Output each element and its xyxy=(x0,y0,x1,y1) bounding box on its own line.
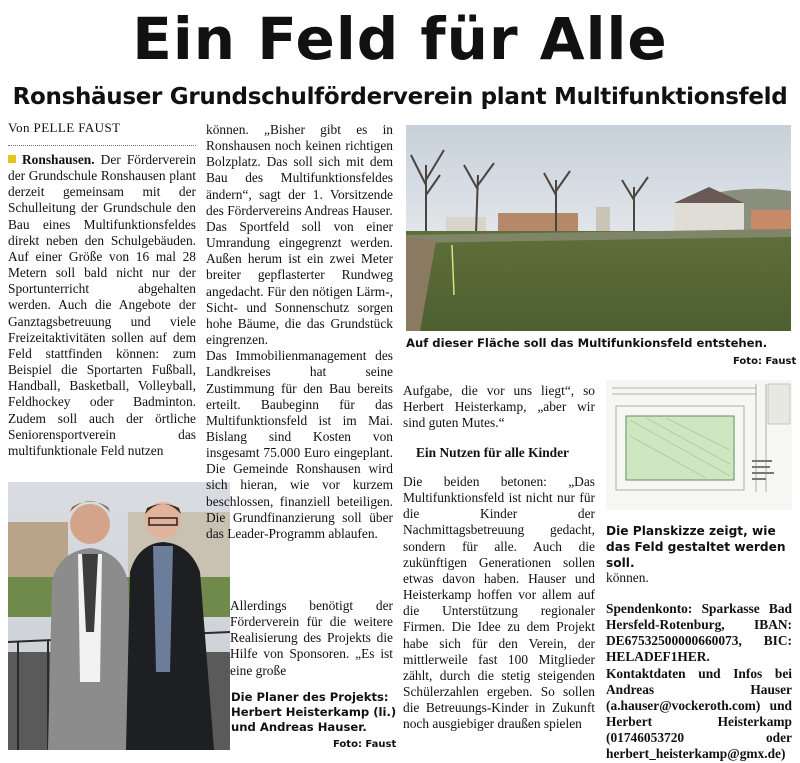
headline: Ein Feld für Alle xyxy=(132,5,668,73)
col3-p1: Aufgabe, die vor uns liegt“, so Herbert Heisterkamp, „aber wir sind guten Mutes.“ xyxy=(403,383,595,431)
column-1 xyxy=(8,152,196,459)
field-photo-caption: Auf dieser Fläche soll das Multifunkionsfeld entstehen. xyxy=(406,336,768,350)
column-3 xyxy=(403,383,595,431)
field-photo xyxy=(406,125,791,331)
lead-place: Ronshausen. xyxy=(22,152,95,167)
people-photo-caption: Die Planer des Projekts: Herbert Heisterkamp (li.) und Andreas Hauser. xyxy=(231,690,397,734)
column-4 xyxy=(606,570,792,586)
column-3-body xyxy=(403,474,595,733)
donation-text: Spendenkonto: Sparkasse Bad Hersfeld-Rotenburg, IBAN: DE67532500000660073, BIC: HELADEF1HER. Kontaktdaten und Infos bei Andreas Hauser (a.hauser@vockeroth.com) und Herbert Heisterkamp (01746053720 oder herbert_heisterkamp@gmx.de) xyxy=(606,601,792,762)
byline: Von PELLE FAUST xyxy=(8,120,121,135)
col2-p3: Das Immobilienmanagement des Landkreises hat seine Zustimmung für den Bau bereits erteilt. Baubeginn für das Multifunktionsfeld ist im Mai. Bislang sind Kosten von insgesamt 75.000 Euro eingeplant. Die Gemeinde Ronshausen wird sich hieran, wie vor kurzem beschlossen, finanziell beteiligen. Die Grundfinanzierung soll über das Leader-Programm ablaufen. xyxy=(206,348,393,541)
people-photo-credit: Foto: Faust xyxy=(333,739,397,750)
column-2-lower xyxy=(230,598,393,679)
section-marker-icon xyxy=(8,155,16,163)
donation-info xyxy=(606,601,792,763)
byline-divider xyxy=(8,145,196,146)
col2-p4: Allerdings benötigt der Förderverein für die weitere Realisierung des Projekts die Hilfe von Sponsoren. „Es ist eine große xyxy=(230,598,393,678)
people-photo xyxy=(8,482,230,750)
subheadline: Ronshäuser Grundschulförderverein plant Multifunktionsfeld xyxy=(12,84,788,110)
column-2 xyxy=(206,122,393,542)
plan-sketch xyxy=(606,380,792,510)
section-subtitle: Ein Nutzen für alle Kinder xyxy=(416,445,570,460)
sketch-caption: Die Planskizze zeigt, wie das Feld gestaltet werden soll. xyxy=(606,524,786,570)
col2-p2: Das Sportfeld soll von einer Umrandung eingegrenzt werden. Außen herum ist ein zwei Meter breiter gepflasterter Rundweg angedacht. Für den nötigen Lärm-, Sicht- und Sonnenschutz sorgen hohe Bäume, die das Grundstück eingrenzen. xyxy=(206,218,393,348)
col1-text: Der Förderverein der Grundschule Ronshausen plant derzeit gemeinsam mit der Schulleitung der Grundschule den Bau eines Multifunktionsfeldes direkt neben den Schulgebäuden. Auf einer Größe von 16 mal 28 Metern soll bald nicht nur der Sportunterricht abgehalten werden. Auch die Angebote der Ganztagsbetreuung und viele Freizeitaktivitäten sollen auf dem Feld stattfinden können: zum Beispiel die Sportarten Fußball, Handball, Basketball, Volleyball, Feldhockey oder Badminton. Zudem soll auch der örtliche Seniorensportverein das multifunktionale Feld nutzen xyxy=(8,152,196,458)
col2-p1: können. „Bisher gibt es in Ronshausen noch keinen richtigen Bolzplatz. Das soll sich mit dem Bau des Multifunktionsfeldes ändern“, sagt der 1. Vorsitzende des Fördervereins Andreas Hauser. xyxy=(206,122,393,218)
col1-paragraph xyxy=(8,152,196,459)
col4-p1: können. xyxy=(606,570,649,585)
col3-p2: Die beiden betonen: „Das Multifunktionsfeld ist nicht nur für die Kinder der Nachmittagsbetreuung gedacht, sondern für alle. Auch die zukünftigen Generationen sollen etwas davon haben. Hauser und Heisterkamp hoffen vor allem auf die Unterstützung regionaler Firmen. Die Idee zu dem Projekt habe sich für den Verein, der mittlerweile fast 100 Mitglieder zählt, durch die stetig steigenden Schülerzahlen ergeben. So sollen die Betreuungs-Kinder in Zukunft noch ausgiebiger draußen spielen xyxy=(403,474,595,732)
field-photo-credit: Foto: Faust xyxy=(733,356,797,367)
